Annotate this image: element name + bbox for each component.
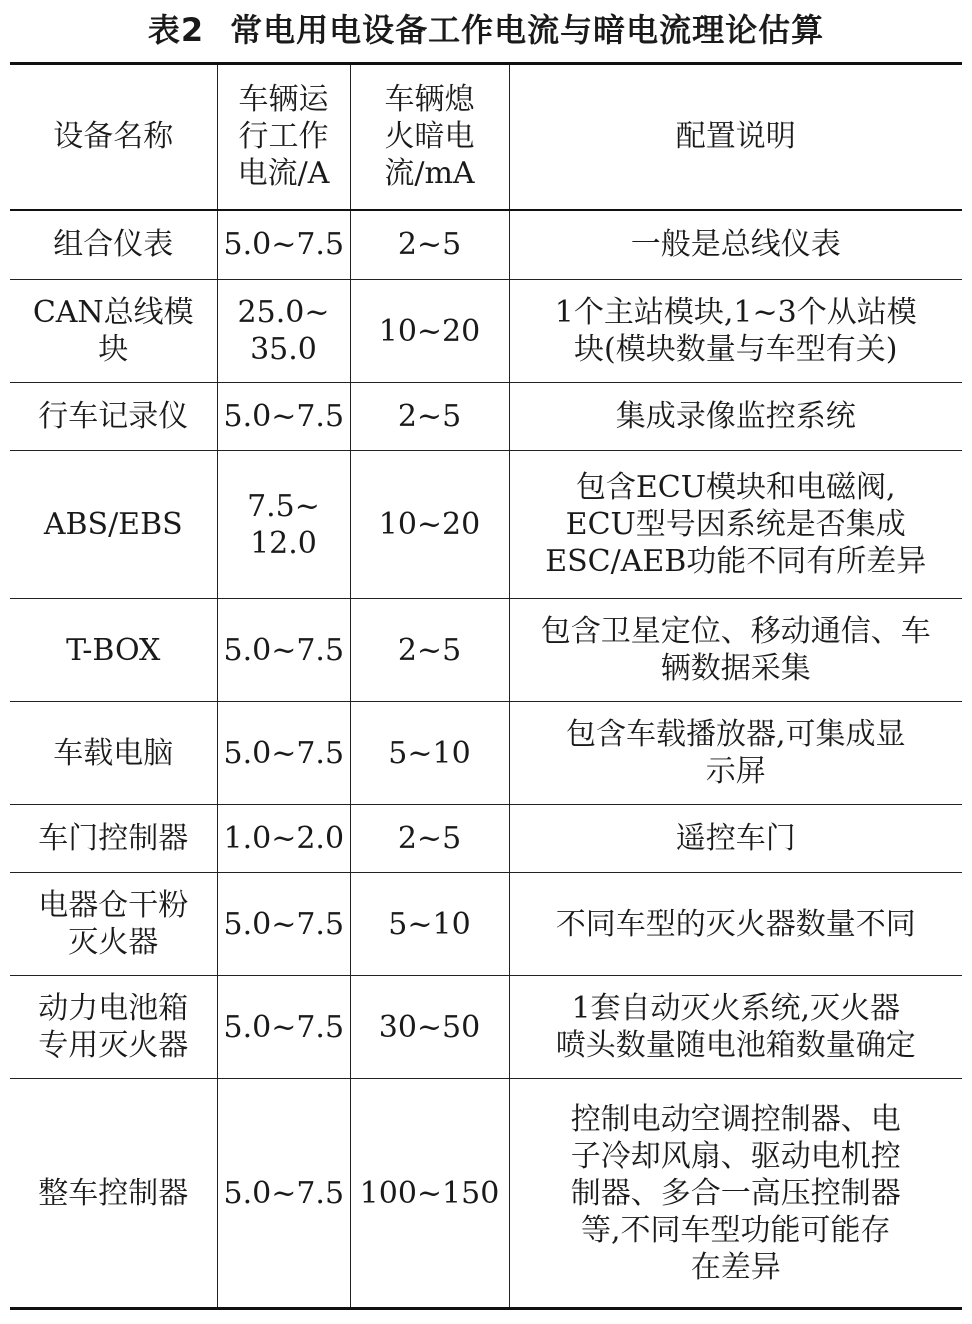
cell-device-name xyxy=(10,702,217,805)
table-row xyxy=(10,1079,962,1309)
current-estimate-table xyxy=(10,62,962,1310)
cell-work-current xyxy=(217,451,350,599)
cell-device-name-line: 块 xyxy=(98,332,129,367)
header-work-line: 车辆运 xyxy=(238,82,329,118)
cell-config-desc-line: 遥控车门 xyxy=(675,821,796,856)
header-work-line: 行工作 xyxy=(238,119,329,155)
cell-config-desc-line: 块(模块数量与车型有关) xyxy=(574,332,898,367)
cell-device-name xyxy=(10,280,217,383)
cell-dark-current xyxy=(350,702,509,805)
cell-dark-current xyxy=(350,805,509,873)
cell-device-name xyxy=(10,1079,217,1309)
cell-work-current-line: 1.0~2.0 xyxy=(223,821,345,856)
cell-dark-current xyxy=(350,210,509,280)
cell-config-desc-line: 集成录像监控系统 xyxy=(615,399,856,434)
cell-device-name-line: 行车记录仪 xyxy=(38,399,189,434)
header-row xyxy=(10,64,962,210)
cell-device-name-line: 车门控制器 xyxy=(38,821,189,856)
cell-config-desc-line: 包含ECU模块和电磁阀, xyxy=(575,470,896,505)
table-caption: 常电用电设备工作电流与暗电流理论估算 xyxy=(230,11,825,49)
header-dark-line: 车辆熄 xyxy=(384,82,475,118)
cell-config-desc xyxy=(509,599,962,702)
header-work-current xyxy=(217,64,350,210)
cell-config-desc-line: 制器、多合一高压控制器 xyxy=(570,1175,901,1211)
cell-dark-current-line: 2~5 xyxy=(397,227,462,263)
cell-dark-current-line: 2~5 xyxy=(397,821,462,856)
cell-dark-current-line: 30~50 xyxy=(378,1009,481,1045)
cell-work-current-line: 5.0~7.5 xyxy=(223,399,345,434)
cell-device-name xyxy=(10,873,217,976)
cell-work-current-line: 12.0 xyxy=(250,525,317,561)
table-row xyxy=(10,599,962,702)
cell-work-current-line: 5.0~7.5 xyxy=(223,632,345,668)
table-row xyxy=(10,805,962,873)
table-row xyxy=(10,873,962,976)
cell-dark-current-line: 10~20 xyxy=(378,507,481,542)
cell-config-desc xyxy=(509,805,962,873)
cell-device-name xyxy=(10,805,217,873)
cell-dark-current xyxy=(350,599,509,702)
cell-dark-current-line: 2~5 xyxy=(397,399,462,434)
cell-work-current-line: 5.0~7.5 xyxy=(223,227,345,263)
cell-device-name xyxy=(10,976,217,1079)
cell-config-desc xyxy=(509,383,962,451)
header-config-desc: 配置说明 xyxy=(509,64,962,210)
cell-config-desc-line: 控制电动空调控制器、电 xyxy=(570,1101,901,1137)
cell-device-name-line: CAN总线模 xyxy=(32,295,194,330)
cell-device-name-line: 灭火器 xyxy=(68,925,159,960)
cell-device-name-line: T-BOX xyxy=(66,632,161,668)
cell-work-current-line: 35.0 xyxy=(250,332,317,367)
table-row xyxy=(10,702,962,805)
cell-config-desc-line: 在差异 xyxy=(690,1249,781,1285)
cell-device-name xyxy=(10,210,217,280)
cell-config-desc-line: 子冷却风扇、驱动电机控 xyxy=(570,1138,901,1174)
cell-config-desc-line: 1套自动灭火系统,灭火器 xyxy=(571,991,901,1026)
cell-device-name-line: 电器仓干粉 xyxy=(38,888,189,923)
cell-work-current-line: 25.0~ xyxy=(237,295,330,330)
cell-dark-current-line: 10~20 xyxy=(378,313,481,349)
cell-work-current xyxy=(217,805,350,873)
cell-config-desc xyxy=(509,280,962,383)
cell-config-desc-line: 不同车型的灭火器数量不同 xyxy=(555,906,916,942)
cell-device-name xyxy=(10,599,217,702)
cell-work-current xyxy=(217,210,350,280)
header-work-line: 电流/A xyxy=(237,156,330,192)
cell-work-current xyxy=(217,599,350,702)
cell-config-desc xyxy=(509,702,962,805)
cell-config-desc-line: 1个主站模块,1~3个从站模 xyxy=(554,295,917,330)
table-row xyxy=(10,451,962,599)
cell-work-current-line: 5.0~7.5 xyxy=(223,1175,345,1211)
cell-config-desc xyxy=(509,210,962,280)
cell-work-current xyxy=(217,702,350,805)
cell-work-current-line: 7.5~ xyxy=(247,488,320,524)
cell-config-desc-line: 包含车载播放器,可集成显 xyxy=(565,717,906,752)
cell-work-current-line: 5.0~7.5 xyxy=(223,735,345,771)
cell-dark-current xyxy=(350,280,509,383)
cell-dark-current xyxy=(350,451,509,599)
header-dark-current xyxy=(350,64,509,210)
cell-dark-current xyxy=(350,976,509,1079)
table-number: 表2 xyxy=(147,11,205,49)
cell-device-name xyxy=(10,383,217,451)
cell-dark-current-line: 100~150 xyxy=(359,1175,500,1211)
cell-dark-current xyxy=(350,383,509,451)
table-title xyxy=(0,10,972,50)
cell-config-desc-line: 包含卫星定位、移动通信、车 xyxy=(540,614,931,649)
cell-device-name-line: 动力电池箱 xyxy=(38,991,189,1026)
cell-work-current xyxy=(217,873,350,976)
cell-device-name-line: 专用灭火器 xyxy=(38,1028,189,1063)
table-body xyxy=(10,210,962,1309)
cell-config-desc-line: 等,不同车型功能可能存 xyxy=(580,1212,891,1248)
cell-device-name-line: 整车控制器 xyxy=(38,1175,189,1211)
cell-config-desc xyxy=(509,976,962,1079)
cell-config-desc-line: 辆数据采集 xyxy=(660,651,811,686)
cell-config-desc-line: 喷头数量随电池箱数量确定 xyxy=(555,1028,916,1063)
cell-dark-current-line: 5~10 xyxy=(388,906,471,942)
header-device-name: 设备名称 xyxy=(10,64,217,210)
cell-device-name-line: ABS/EBS xyxy=(43,507,183,542)
cell-dark-current-line: 5~10 xyxy=(388,735,471,771)
cell-dark-current xyxy=(350,873,509,976)
cell-dark-current-line: 2~5 xyxy=(397,632,462,668)
cell-work-current-line: 5.0~7.5 xyxy=(223,1009,345,1045)
table-row xyxy=(10,383,962,451)
header-dark-line: 火暗电 xyxy=(384,119,475,155)
cell-dark-current xyxy=(350,1079,509,1309)
cell-config-desc xyxy=(509,451,962,599)
cell-device-name-line: 组合仪表 xyxy=(53,227,174,263)
cell-config-desc-line: 一般是总线仪表 xyxy=(630,227,841,263)
cell-config-desc-line: 示屏 xyxy=(705,754,766,789)
cell-work-current xyxy=(217,280,350,383)
table-row xyxy=(10,210,962,280)
header-dark-line: 流/mA xyxy=(384,156,475,192)
cell-config-desc xyxy=(509,873,962,976)
cell-work-current xyxy=(217,383,350,451)
cell-config-desc-line: ECU型号因系统是否集成 xyxy=(565,507,906,542)
table-row xyxy=(10,976,962,1079)
cell-config-desc-line: ESC/AEB功能不同有所差异 xyxy=(545,544,927,579)
cell-work-current xyxy=(217,976,350,1079)
table-row xyxy=(10,280,962,383)
cell-device-name xyxy=(10,451,217,599)
cell-work-current-line: 5.0~7.5 xyxy=(223,906,345,942)
cell-config-desc xyxy=(509,1079,962,1309)
cell-work-current xyxy=(217,1079,350,1309)
cell-device-name-line: 车载电脑 xyxy=(53,735,174,771)
